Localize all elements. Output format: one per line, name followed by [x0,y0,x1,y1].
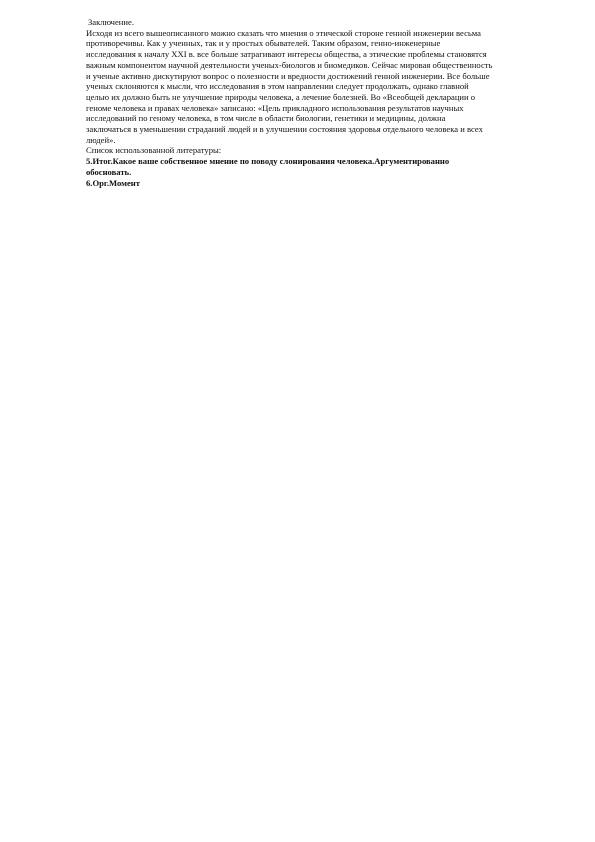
paragraph-line: заключаться в уменьшении страданий людей и в улучшении состояния здоровья отдельного человека и всех [86,124,483,135]
item-5 [86,156,556,177]
paragraph-line: целью их должно быть не улучшение природы человека, а лечение болезней. Во «Всеобщей декларации о [86,91,476,102]
paragraph-line: и ученые активно дискутируют вопрос о полезности и вредности достижений генной инженерии. Все больше [86,70,490,81]
item-5-line: 5.Итог.Какое ваше собственное мнение по поводу слонирования человека.Аргументированно [86,156,450,167]
conclusion-paragraph [86,28,556,146]
item-5-line: обосновать. [86,166,132,177]
paragraph-line: ученых склоняются к мысли, что исследования в этом направлении следует продолжать, однако главной [86,81,469,92]
paragraph-line: важным компонентом научной деятельности ученых-биологов и биомедиков. Сейчас мировая общественность [86,59,493,70]
paragraph-line: людей». [86,134,116,145]
conclusion-heading: Заключение. [88,17,134,27]
item-6: 6.Орг.Момент [86,177,140,188]
paragraph-line: исследований по геному человека, в том числе в области биологии, генетики и медицины, должна [86,113,446,124]
document-body [86,17,556,188]
paragraph-line: Исходя из всего вышеописанного можно сказать что мнения о этической стороне генной инженерии весьма [86,27,481,38]
paragraph-line: геноме человека и правах человека» записано: «Цель прикладного использования результатов научных [86,102,464,113]
paragraph-line: исследования к началу XXI в. все больше затрагивают интересы общества, а этические проблемы становятся [86,49,487,60]
references-label: Список использованной литературы: [86,145,222,156]
paragraph-line: противоречивы. Как у ученных, так и у простых обывателей. Таким образом, генно-инженерные [86,38,441,49]
